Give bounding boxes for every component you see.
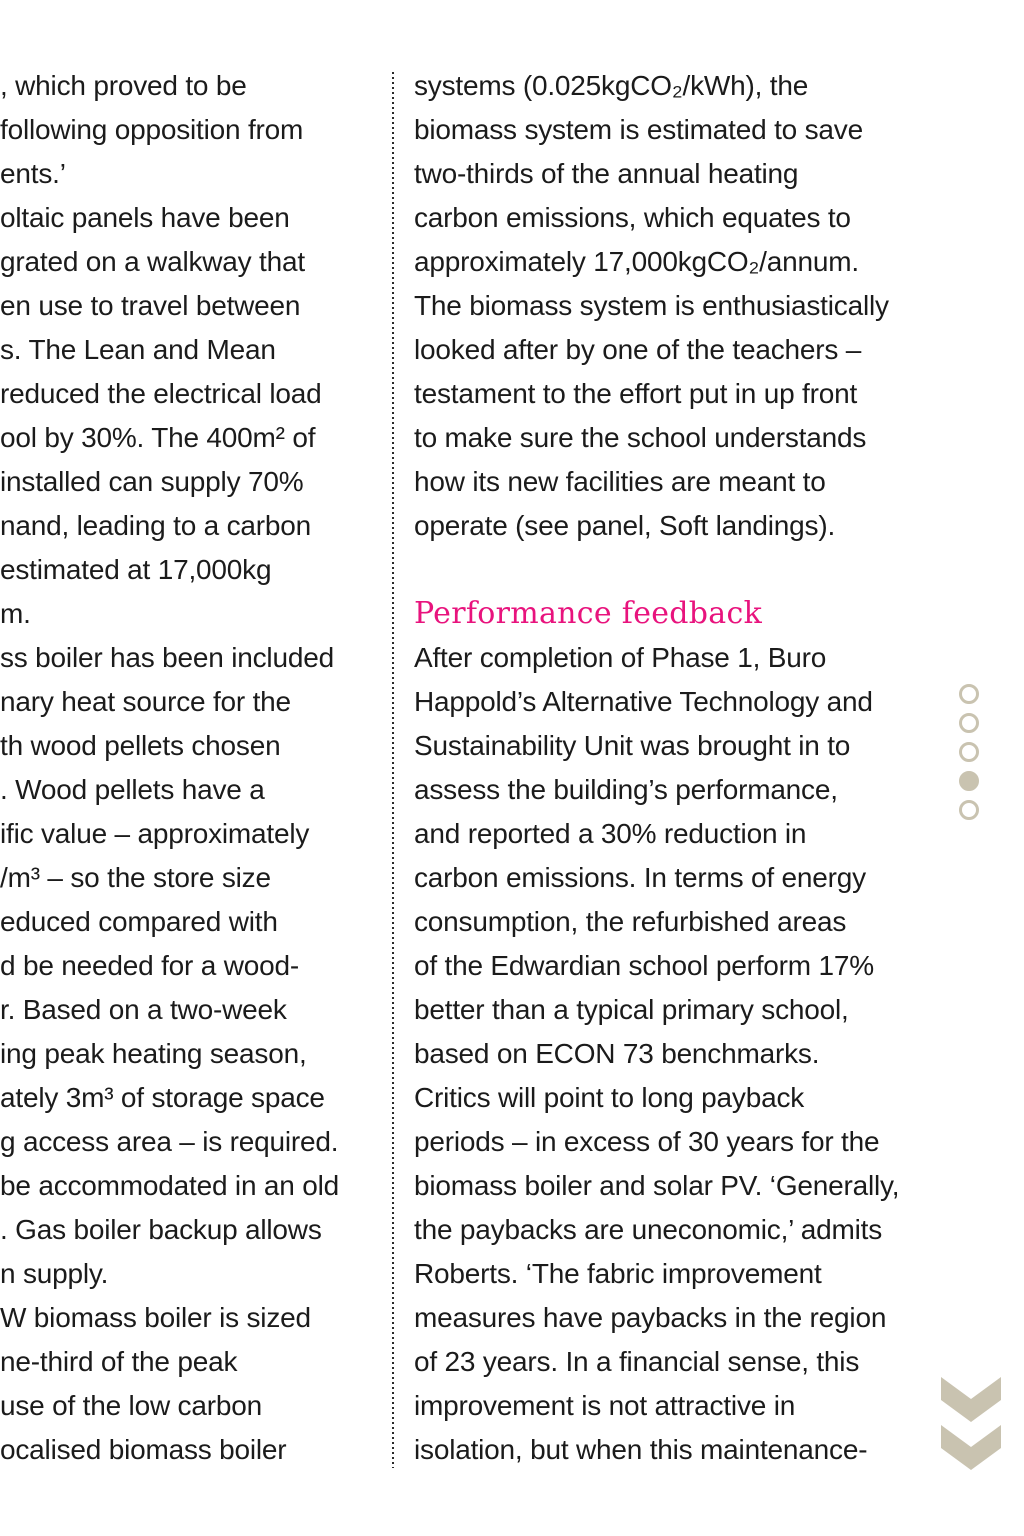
chevron-down-icon[interactable] [941,1425,1001,1470]
text-line: and reported a 30% reduction in [414,818,807,849]
text-line: ents.’ [0,158,66,189]
text-line: /m³ – so the store size [0,862,271,893]
text-line: approximately 17,000kgCO₂/annum. [414,246,859,277]
page-dot[interactable] [959,771,979,791]
text-line: ool by 30%. The 400m² of [0,422,316,453]
text-line: ocalised biomass boiler [0,1434,287,1465]
text-line: carbon emissions. In terms of energy [414,862,866,893]
text-line: based on ECON 73 benchmarks. [414,1038,820,1069]
text-line: operate (see panel, Soft landings). [414,510,836,541]
text-line: educed compared with [0,906,278,937]
text-line: After completion of Phase 1, Buro [414,642,827,673]
text-line: ss boiler has been included [0,642,334,673]
page-dot[interactable] [959,713,979,733]
text-line: two-thirds of the annual heating [414,158,799,189]
text-line: periods – in excess of 30 years for the [414,1126,880,1157]
text-line: looked after by one of the teachers – [414,334,862,365]
text-line: ing peak heating season, [0,1038,307,1069]
text-line: The biomass system is enthusiastically [414,290,889,321]
text-line: carbon emissions, which equates to [414,202,851,233]
page-dot[interactable] [959,684,979,704]
text-line: biomass boiler and solar PV. ‘Generally, [414,1170,900,1201]
text-line: . Gas boiler backup allows [0,1214,322,1245]
text-line: estimated at 17,000kg [0,554,272,585]
text-line: , which proved to be [0,70,247,101]
text-line: to make sure the school understands [414,422,867,453]
text-line: g access area – is required. [0,1126,339,1157]
text-line: of the Edwardian school perform 17% [414,950,874,981]
page-dot[interactable] [959,800,979,820]
scroll-down-chevrons[interactable] [941,1377,1001,1470]
text-line: systems (0.025kgCO₂/kWh), the [414,70,809,101]
text-line: . Wood pellets have a [0,774,265,805]
chevron-down-icon[interactable] [941,1377,1001,1422]
text-line: en use to travel between [0,290,301,321]
text-line: be accommodated in an old [0,1170,339,1201]
page-dot[interactable] [959,742,979,762]
text-line: improvement is not attractive in [414,1390,796,1421]
text-line: d be needed for a wood- [0,950,299,981]
text-line: consumption, the refurbished areas [414,906,847,937]
section-heading: Performance feedback [414,596,763,631]
text-line: following opposition from [0,114,304,145]
text-line: r. Based on a two-week [0,994,287,1025]
text-line: nand, leading to a carbon [0,510,312,541]
text-line: Sustainability Unit was brought in to [414,730,851,761]
right-text-column [414,64,954,1472]
column-divider [392,72,394,1468]
text-line: use of the low carbon [0,1390,262,1421]
text-line: ific value – approximately [0,818,310,849]
page-indicator-dots [959,684,979,820]
text-line: ne-third of the peak [0,1346,238,1377]
text-line: grated on a walkway that [0,246,305,277]
text-line: oltaic panels have been [0,202,290,233]
text-line: s. The Lean and Mean [0,334,276,365]
text-line: nary heat source for the [0,686,291,717]
text-line: better than a typical primary school, [414,994,849,1025]
text-line: W biomass boiler is sized [0,1302,311,1333]
text-line: installed can supply 70% [0,466,304,497]
text-line: the paybacks are uneconomic,’ admits [414,1214,883,1245]
text-line: isolation, but when this maintenance- [414,1434,868,1465]
text-line: ately 3m³ of storage space [0,1082,325,1113]
text-line: testament to the effort put in up front [414,378,858,409]
left-text-column [0,64,388,1472]
text-line: Critics will point to long payback [414,1082,805,1113]
text-line: assess the building’s performance, [414,774,838,805]
text-line: biomass system is estimated to save [414,114,863,145]
text-line: how its new facilities are meant to [414,466,826,497]
text-line: m. [0,598,31,629]
text-line: measures have paybacks in the region [414,1302,887,1333]
text-line: Happold’s Alternative Technology and [414,686,873,717]
text-line: th wood pellets chosen [0,730,281,761]
text-line: Roberts. ‘The fabric improvement [414,1258,822,1289]
text-line: reduced the electrical load [0,378,322,409]
text-line: of 23 years. In a financial sense, this [414,1346,860,1377]
text-line: n supply. [0,1258,109,1289]
